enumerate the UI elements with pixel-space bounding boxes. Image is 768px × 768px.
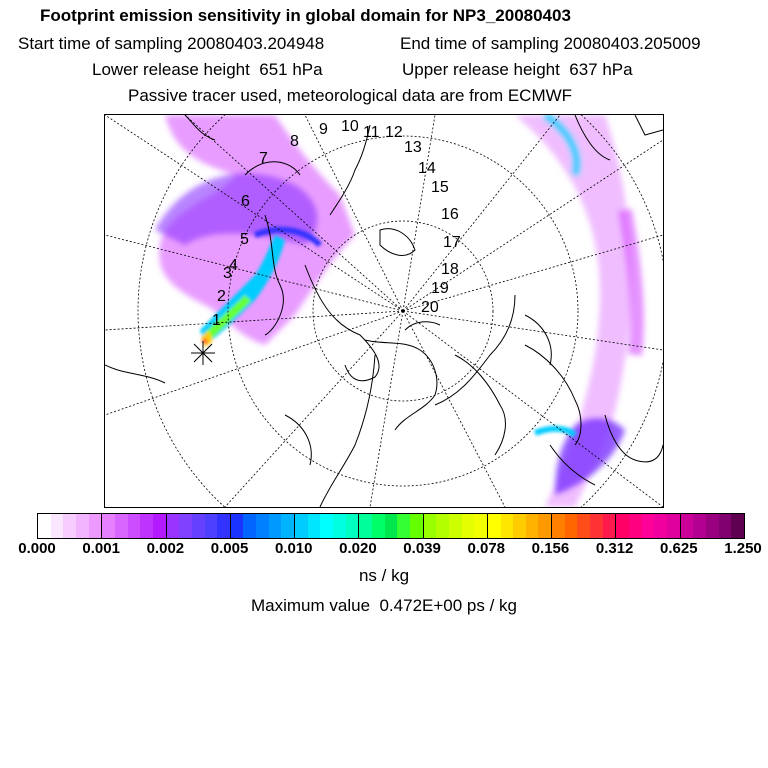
color-swatch [538, 514, 551, 538]
color-bar-segment [38, 514, 101, 538]
end-time-text: End time of sampling 20080403.205009 [400, 34, 701, 53]
color-swatch [474, 514, 487, 538]
color-swatch [333, 514, 346, 538]
color-swatch [565, 514, 578, 538]
color-swatch [205, 514, 218, 538]
lower-release-text: Lower release height 651 hPa [92, 60, 323, 79]
time-label: 14 [418, 160, 436, 177]
color-swatch [167, 514, 180, 538]
color-swatch [681, 514, 694, 538]
color-swatch [320, 514, 333, 538]
color-bar-tick-label: 0.010 [274, 540, 313, 557]
color-swatch [654, 514, 667, 538]
color-swatch [719, 514, 732, 538]
color-bar-tick-label: 1.250 [724, 540, 762, 557]
time-label: 6 [241, 193, 250, 210]
map-canvas [105, 115, 663, 507]
color-swatch [488, 514, 501, 538]
polar-map [104, 114, 664, 508]
color-bar-segment [551, 514, 615, 538]
color-swatch [153, 514, 166, 538]
color-swatch [693, 514, 706, 538]
color-bar-segment [358, 514, 422, 538]
color-swatch [89, 514, 102, 538]
plot-title: Footprint emission sensitivity in global domain for NP3_20080403 [40, 6, 571, 25]
color-swatch [51, 514, 64, 538]
time-label: 2 [217, 288, 226, 305]
color-swatch [38, 514, 51, 538]
time-label: 4 [229, 257, 238, 274]
color-bar-tick-label: 0.001 [82, 540, 120, 557]
color-bar-tick-label: 0.156 [531, 540, 570, 557]
color-swatch [397, 514, 410, 538]
color-swatch [295, 514, 308, 538]
color-swatch [372, 514, 385, 538]
color-swatch [179, 514, 192, 538]
color-swatch [140, 514, 153, 538]
color-bar-segment [423, 514, 487, 538]
color-bar-tick-label: 0.312 [595, 540, 634, 557]
color-bar-tick-label: 0.625 [660, 540, 698, 557]
color-bar [37, 513, 745, 539]
time-label: 11 [363, 124, 380, 141]
color-bar-tick-label: 0.005 [210, 540, 249, 557]
color-swatch [552, 514, 565, 538]
color-swatch [436, 514, 449, 538]
time-label: 16 [441, 206, 459, 223]
time-label: 13 [404, 139, 422, 156]
time-label: 7 [259, 150, 268, 167]
color-swatch [243, 514, 256, 538]
time-label: 8 [290, 133, 299, 150]
color-swatch [424, 514, 437, 538]
color-bar-tick-label: 0.002 [146, 540, 185, 557]
color-swatch [603, 514, 616, 538]
color-swatch [410, 514, 423, 538]
color-swatch [577, 514, 590, 538]
time-label: 20 [421, 299, 439, 316]
color-bar-segment [166, 514, 230, 538]
color-swatch [115, 514, 128, 538]
time-label: 19 [431, 280, 449, 297]
release-point-marker [191, 341, 215, 365]
color-swatch [63, 514, 76, 538]
time-label: 18 [441, 261, 459, 278]
color-bar-tick-label: 0.078 [467, 540, 506, 557]
color-swatch [256, 514, 269, 538]
color-bar-segment [680, 514, 744, 538]
time-label: 3 [223, 265, 232, 282]
color-swatch [526, 514, 539, 538]
color-swatch [192, 514, 205, 538]
color-swatch [308, 514, 321, 538]
color-swatch [281, 514, 294, 538]
color-bar-segment [294, 514, 358, 538]
color-swatch [706, 514, 719, 538]
color-swatch [385, 514, 398, 538]
color-swatch [359, 514, 372, 538]
color-swatch [667, 514, 680, 538]
color-bar-segment [101, 514, 165, 538]
color-swatch [217, 514, 230, 538]
color-swatch [642, 514, 655, 538]
color-swatch [513, 514, 526, 538]
color-swatch [449, 514, 462, 538]
time-label: 17 [443, 234, 461, 251]
color-bar-ticks [0, 540, 768, 560]
color-swatch [128, 514, 141, 538]
color-swatch [590, 514, 603, 538]
tracer-note-text: Passive tracer used, meteorological data are from ECMWF [128, 86, 573, 105]
color-swatch [269, 514, 282, 538]
time-label: 1 [212, 312, 221, 329]
color-swatch [616, 514, 629, 538]
color-bar-tick-label: 0.039 [403, 540, 441, 557]
color-swatch [731, 514, 744, 538]
color-bar-segment [487, 514, 551, 538]
color-swatch [346, 514, 359, 538]
color-bar-segment [615, 514, 679, 538]
color-swatch [629, 514, 642, 538]
time-label: 10 [341, 118, 359, 135]
color-swatch [76, 514, 89, 538]
color-swatch [102, 514, 115, 538]
max-value-text: Maximum value 0.472E+00 ps / kg [251, 596, 517, 615]
start-time-text: Start time of sampling 20080403.204948 [18, 34, 325, 53]
color-bar-segment [230, 514, 294, 538]
time-label: 9 [319, 121, 328, 138]
color-swatch [501, 514, 514, 538]
color-swatch [231, 514, 244, 538]
time-label: 15 [431, 179, 449, 196]
unit-label: ns / kg [358, 566, 410, 585]
time-label: 12 [385, 124, 403, 141]
time-label: 5 [240, 231, 249, 248]
color-bar-tick-label: 0.020 [339, 540, 377, 557]
upper-release-text: Upper release height 637 hPa [402, 60, 633, 79]
color-bar-tick-label: 0.000 [18, 540, 56, 557]
color-swatch [462, 514, 475, 538]
